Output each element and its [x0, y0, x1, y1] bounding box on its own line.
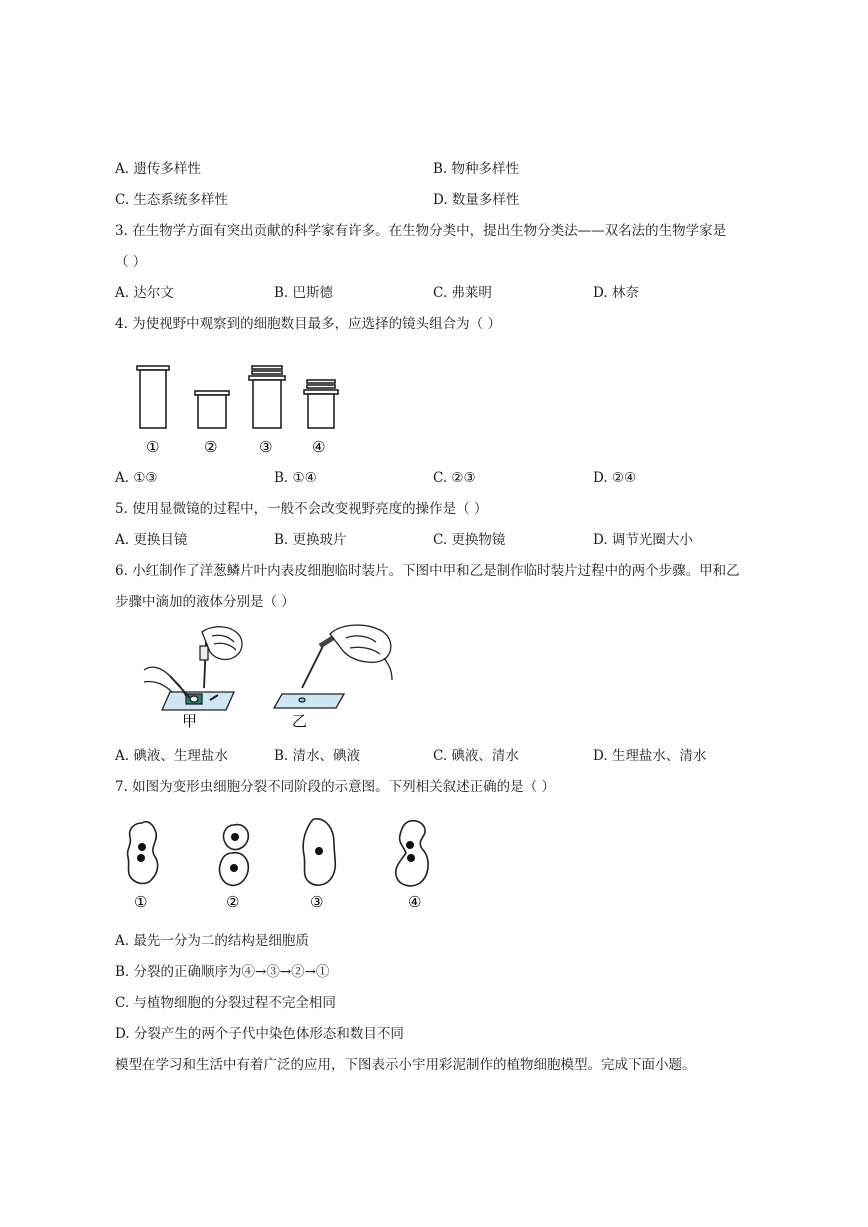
q4-option-d: D. ②④: [593, 470, 637, 486]
lens-figure: [128, 360, 358, 460]
step-yi-label: 乙: [292, 712, 308, 730]
q2-option-a: A. 遗传多样性: [115, 161, 201, 177]
q5-option-a: A. 更换目镜: [115, 532, 188, 548]
q3-option-d: D. 林奈: [593, 285, 639, 301]
q5-option-d: D. 调节光圈大小: [593, 532, 693, 548]
q6-option-d: D. 生理盐水、清水: [593, 748, 707, 764]
amoeba-label-2: ②: [226, 893, 240, 911]
amoeba-label-3: ③: [310, 893, 324, 911]
lens-label-4: ④: [312, 438, 326, 456]
q3-option-a: A. 达尔文: [115, 285, 174, 301]
step-jia-label: 甲: [182, 712, 198, 730]
lens-label-2: ②: [204, 438, 218, 456]
q6-option-b: B. 清水、碘液: [274, 748, 361, 764]
lens-label-3: ③: [259, 438, 273, 456]
q2-option-c: C. 生态系统多样性: [115, 192, 228, 208]
q6-option-a: A. 碘液、生理盐水: [115, 748, 228, 764]
q4-stem: 4. 为使视野中观察到的细胞数目最多，应选择的镜头组合为（ ）: [115, 316, 501, 332]
q6-stem-line2: 步骤中滴加的液体分别是（ ）: [115, 594, 295, 610]
q5-stem: 5. 使用显微镜的过程中，一般不会改变视野亮度的操作是（ ）: [115, 501, 488, 517]
q6-stem-line1: 6. 小红制作了洋葱鳞片叶内表皮细胞临时装片。下图中甲和乙是制作临时装片过程中的两个步骤。甲和乙: [115, 563, 740, 579]
q7-option-d: D. 分裂产生的两个子代中染色体形态和数目不同: [115, 1026, 404, 1042]
amoeba-cell-1: [128, 822, 158, 884]
q2-option-b: B. 物种多样性: [433, 161, 520, 177]
q3-stem: 3. 在生物学方面有突出贡献的科学家有许多。在生物分类中，提出生物分类法——双名法的生物学家是: [115, 223, 727, 239]
q7-option-c: C. 与植物细胞的分裂过程不完全相同: [115, 995, 336, 1011]
q3-paren: （ ）: [115, 254, 147, 270]
step-jia-illustration: [144, 627, 242, 710]
q6-option-c: C. 碘液、清水: [433, 748, 519, 764]
amoeba-label-4: ④: [408, 893, 422, 911]
q4-option-b: B. ①④: [274, 470, 317, 486]
q3-option-c: C. 弗莱明: [433, 285, 492, 301]
amoeba-cell-4: [396, 821, 428, 886]
q4-option-c: C. ②③: [433, 470, 476, 486]
step-yi-illustration: [274, 625, 392, 708]
q3-option-b: B. 巴斯德: [274, 285, 334, 301]
q7-option-b: B. 分裂的正确顺序为④→③→②→①: [115, 964, 330, 980]
slide-steps-figure: [140, 622, 400, 730]
q5-option-b: B. 更换玻片: [274, 532, 347, 548]
lens-label-1: ①: [146, 438, 160, 456]
q2-option-d: D. 数量多样性: [433, 192, 520, 208]
q4-option-a: A. ①③: [115, 470, 158, 486]
q5-option-c: C. 更换物镜: [433, 532, 506, 548]
q7-stem: 7. 如图为变形虫细胞分裂不同阶段的示意图。下列相关叙述正确的是（ ）: [115, 779, 555, 795]
model-intro-text: 模型在学习和生活中有着广泛的应用，下图表示小宇用彩泥制作的植物细胞模型。完成下面小题。: [115, 1057, 696, 1073]
amoeba-label-1: ①: [134, 893, 148, 911]
q7-option-a: A. 最先一分为二的结构是细胞质: [115, 933, 309, 949]
amoeba-division-figure: [118, 815, 448, 915]
